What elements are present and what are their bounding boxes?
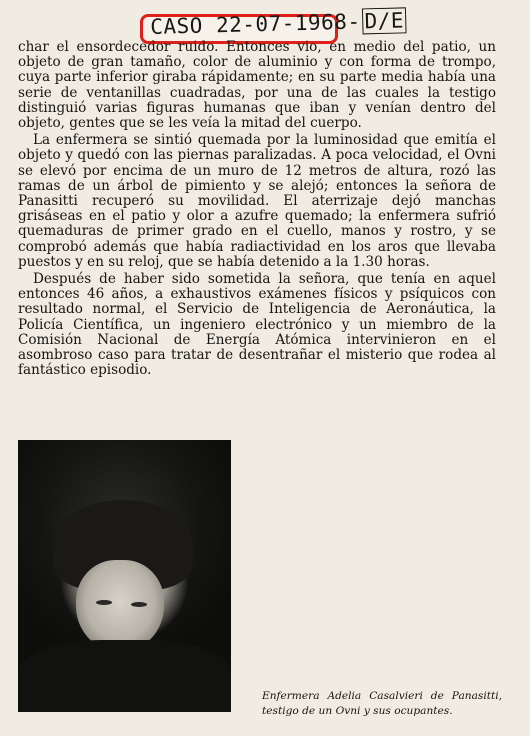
photo-face (76, 560, 164, 652)
photo-coat (18, 640, 231, 712)
case-stamp-text: CASO 22-07-1968- (150, 9, 361, 39)
photo-eye-left (96, 600, 112, 605)
case-stamp (150, 8, 406, 39)
paragraph-1: char el ensordecedor ruido. Entonces vio, en medio del patio, un objeto de gran tamaño, color de aluminio y con forma de trompo, cuya parte inferior giraba rápidamente; en su parte media había una serie de ventanillas cuadradas, por una de las cuales la testigo distinguió varias figuras humanas que iban y venían dentro del objeto, gentes que se les veía la mitad del cuerpo. (18, 39, 496, 132)
paragraph-2: La enfermera se sintió quemada por la luminosidad que emitía el objeto y quedó con las piernas paralizadas. A poca velocidad, el Ovni se elevó por encima de un muro de 12 metros de altura, rozó las ramas de un árbol de pimiento y se alejó; entonces la señora de Panasitti recuperó su movilidad. El aterrizaje dejó manchas grisáseas en el patio y olor a azufre quemado; la enfermera sufrió quemaduras de primer grado en el cuello, manos y rostro, y se comprobó además que había radiactividad en los aros que llevaba puestos y en su reloj, que se había detenido a la 1.30 horas. (18, 132, 496, 270)
paragraph-3: Después de haber sido sometida la señora, que tenía en aquel entonces 46 años, a exhaustivos exámenes físicos y psíquicos con resultado normal, el Servicio de Inteligencia de Aeronáutica, la Policía Científica, un ingeniero electrónico y un miembro de la Comisión Nacional de Energía Atómica intervinieron en el asombroso caso para tratar de desentrañar el misterio que rodea al fantástico episodio. (18, 271, 496, 379)
photo-eye-right (131, 602, 147, 607)
case-stamp-boxed-code: D/E (362, 7, 406, 34)
witness-photo (18, 440, 231, 712)
photo-caption: Enfermera Adelia Casalvieri de Panasitti, testigo de un Ovni y sus ocupantes. (262, 690, 502, 717)
article-body (18, 40, 496, 378)
